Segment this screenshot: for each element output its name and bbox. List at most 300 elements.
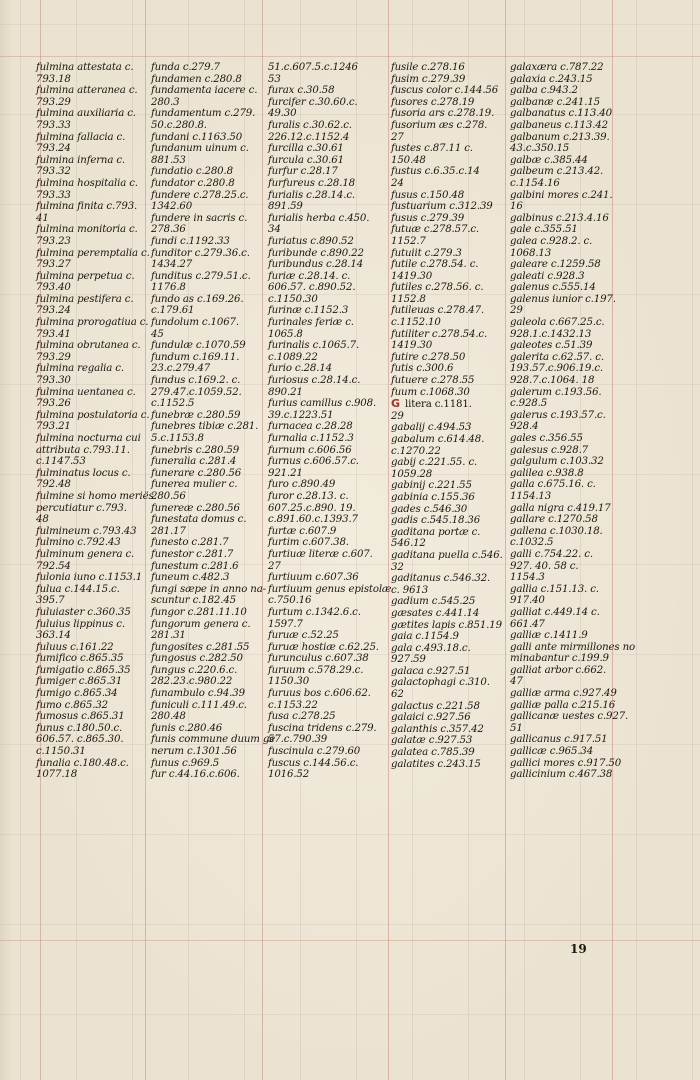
index-entry: 45 [151,328,164,340]
index-entry: furfur c.28.17 [268,166,338,178]
index-entry: 48 [36,514,49,526]
index-entry: fuscus c.144.56.c. [268,757,359,769]
index-entry: 1154.13 [510,490,552,502]
index-entry: fungorum genera c. [151,618,251,630]
index-entry: 793.32 [36,166,71,178]
index-entry: fulmina perpetua c. [36,270,135,282]
index-entry: 193.57.c.906.19.c. [510,363,603,375]
grid-line [20,0,21,1080]
index-entry: fulminum genera c. [36,548,135,560]
index-entry: funestata domus c. [151,514,247,526]
index-entry: c.1089.22 [268,351,318,363]
index-entry: furtiuæ literæ c.607. [268,548,373,560]
index-entry: galerita c.62.57. c. [510,351,604,363]
index-entry: fuluiaster c.360.35 [36,606,131,618]
index-entry: c. 9613 [391,584,429,596]
index-entry: 281.31 [151,630,186,642]
index-entry: fulmina obrutanea c. [36,340,141,352]
index-entry: c.1152.5 [151,398,195,410]
index-entry: fulmina nocturna cui [36,433,141,444]
index-entry: fulmineum c.793.43 [36,525,137,537]
row-rule [0,56,700,57]
index-entry: 927.59 [391,654,426,666]
index-entry: 27 [391,131,404,143]
index-entry: galesus c.928.7 [510,444,588,456]
index-entry: furuæ hostiæ c.62.25. [268,641,379,653]
index-entry: galba c.943.2 [510,85,578,97]
index-entry: fulmina fallacia c. [36,131,126,143]
index-entry: galaca c.927.51 [391,665,471,677]
index-entry: fulmina postulatoria c. [36,409,150,421]
index-entry: galenus c.555.14 [510,282,596,294]
index-entry: 792.54 [36,560,71,572]
index-entry: furio c.28.14 [268,363,332,375]
column-rule [388,0,389,1080]
index-entry: furialis c.28.14.c. [268,189,355,201]
index-entry: futire c.278.50 [391,351,466,363]
index-entry: c.1150.31 [36,746,86,758]
index-entry: funda c.279.7 [151,62,220,73]
index-entry: furcilla c.30.61 [268,143,344,155]
index-entry: fundanum uinum c. [151,143,249,155]
index-entry: c.1153.22 [268,699,318,711]
index-entry: fulmina uentanea c. [36,386,136,398]
index-entry: galla nigra c.419.17 [510,502,611,514]
index-entry: galatites c.243.15 [391,758,481,770]
index-entry: 881.53 [151,154,186,166]
index-entry: galeati c.928.3 [510,270,585,282]
index-entry: 150.48 [391,154,426,166]
index-entry: 927. 40. 58 c. [510,560,579,572]
index-entry: fulmina monitoria c. [36,224,138,236]
index-entry: c.1032.5 [510,537,554,549]
index-entry: gallare c.1270.58 [510,514,598,526]
index-entry: 27 [268,560,281,572]
index-entry: 793.24 [36,143,71,155]
index-entry: furo c.890.49 [268,479,336,491]
index-entry: funalia c.180.48.c. [36,757,129,769]
index-entry: fulua c.144.15.c. [36,583,120,595]
section-entry-text: litera c.1181. [401,399,472,411]
index-entry: fundani c.1163.50 [151,131,243,143]
index-entry: futiles c.278.56. c. [391,282,484,294]
index-entry: scuntur c.182.45 [151,595,237,607]
index-entry: gabalij c.494.53 [391,422,472,434]
index-entry: galliæ arma c.927.49 [510,688,617,700]
index-entry: galliat arbor c.662. [510,664,607,676]
index-entry: galerum c.193.56. [510,386,602,398]
index-entry: fuum c.1068.30 [391,386,470,398]
index-entry: 39.c.1223.51 [268,409,334,421]
index-entry: fundolum c.1067. [151,317,239,329]
index-entry: 280.48 [151,711,186,723]
index-entry: 607.25.c.890. 19. [268,502,356,514]
index-entry: 890.21 [268,386,303,398]
index-entry: fundo as c.169.26. [151,293,244,305]
index-entry: 1059.28 [391,468,433,480]
grid-line [0,834,700,835]
index-entry: funeum c.482.3 [151,572,230,584]
index-entry: gallicanus c.917.51 [510,734,608,746]
index-entry: funditor c.279.36.c. [151,247,250,259]
index-entry: 1597.7 [268,618,303,630]
index-entry: fulminatus locus c. [36,467,131,479]
index-entry: gabinij c.221.55 [391,480,472,492]
index-entry: galli c.754.22. c. [510,548,593,560]
index-entry: fusorium æs c.278. [391,119,488,131]
index-entry: furuum c.578.29.c. [268,664,364,676]
index-entry: galbanæ c.241.15 [510,96,601,108]
index-entry: attributa c.793.11. [36,444,130,456]
index-entry: 282.23.c.980.22 [151,676,233,688]
index-entry: futuere c.278.55 [391,375,475,387]
index-entry: furnum c.606.56 [268,444,352,456]
index-entry: furinales feriæ c. [268,317,354,329]
index-entry: 280.3 [151,96,180,108]
index-entry: 34 [268,224,281,236]
index-entry: fumosus c.865.31 [36,711,125,723]
index-entry: 1065.8 [268,328,303,340]
index-entry: galaxæra c.787.22 [510,62,604,73]
index-entry: fundamenta iacere c. [151,85,258,97]
index-entry: furtiuum c.607.36 [268,572,359,584]
index-column-4 [391,62,505,770]
index-entry: c.1150.30 [268,293,318,305]
index-entry: galenus iunior c.197. [510,293,616,305]
index-entry: 793.33 [36,189,71,201]
index-entry: furius camillus c.908. [268,398,377,410]
index-entry: futis c.300.6 [391,363,454,375]
grid-line [636,0,637,1080]
index-entry: 793.40 [36,282,71,294]
index-entry: gabinia c.155.36 [391,491,475,503]
index-entry: 1077.18 [36,769,78,781]
index-entry: futileuas c.278.47. [391,305,485,317]
index-entry: fulmina pestifera c. [36,293,134,305]
index-entry: gabij c.221.55. c. [391,457,478,469]
index-entry: 917.40 [510,595,545,607]
index-entry: funebræ c.280.59 [151,409,241,421]
index-entry: gaditana puella c.546. [391,549,503,561]
index-entry: galactophagi c.310. [391,677,490,689]
index-entry: furibundus c.28.14 [268,259,364,271]
index-entry: fuluus c.161.22 [36,641,114,653]
index-entry: fuluius lippinus c. [36,618,125,630]
index-entry: funeralia c.281.4 [151,456,237,468]
index-entry: fuscus color c.144.56 [391,85,499,97]
index-entry: 1016.52 [268,769,310,781]
index-entry: galliæ palla c.215.16 [510,699,616,711]
index-entry: furialis herba c.450. [268,212,370,224]
index-entry: galbinus c.213.4.16 [510,212,609,224]
index-entry: 32 [391,561,404,573]
index-entry: 279.47.c.1059.52. [151,386,242,398]
index-entry: 793.18 [36,73,71,85]
index-entry: 793.29 [36,96,71,108]
index-entry: gæsates c.441.14 [391,607,480,619]
index-entry: fundamentum c.279. [151,108,256,120]
index-entry: fulonia iuno c.1153.1 [36,572,143,584]
section-initial: G [391,397,400,411]
index-entry: fulmino c.792.43 [36,537,121,549]
index-entry: funestor c.281.7 [151,548,234,560]
index-entry: 793.41 [36,328,71,340]
index-entry: fustus c.6.35.c.14 [391,166,480,178]
index-entry: c.750.16 [268,595,312,607]
index-entry: 793.27 [36,259,71,271]
index-entry: furuæ c.52.25 [268,630,339,642]
index-entry: gallicæ c.965.34 [510,746,594,758]
index-entry: 921.21 [268,467,303,479]
index-entry: 793.30 [36,375,71,387]
index-entry: furunculus c.607.38 [268,653,369,665]
index-entry: furiæ c.28.14. c. [268,270,351,282]
index-entry: gadium c.545.25 [391,596,476,608]
index-entry: 793.33 [36,119,71,131]
index-entry: 1419.30 [391,340,433,352]
grid-line [0,924,700,925]
page-number: 19 [570,942,587,956]
index-entry: fundator c.280.8 [151,177,235,189]
index-entry: fustuarium c.312.39 [391,201,493,213]
index-entry: funambulo c.94.39 [151,688,245,700]
index-entry: 47 [510,676,523,688]
index-entry: fundi c.1192.33 [151,235,230,247]
index-entry: fulmine si homo meriës [36,490,154,502]
index-entry: fundamen c.280.8 [151,73,242,85]
index-entry: gaditanus c.546.32. [391,573,491,585]
index-entry: c.1270.22 [391,445,441,457]
index-entry: gaia c.1154.9 [391,631,459,643]
index-entry: furalis c.30.62.c. [268,119,352,131]
index-entry: fungus c.220.6.c. [151,664,238,676]
index-entry: furtæ c.607.9 [268,525,337,537]
index-entry: 793.21 [36,421,71,433]
index-entry: galatea c.785.39 [391,747,475,759]
index-entry: fusores c.278.19 [391,96,475,108]
index-entry: fulmina peremptalia c. [36,247,150,259]
index-entry: funiculi c.111.49.c. [151,699,247,711]
index-entry: 928.4 [510,421,539,433]
index-entry: fulmina regalia c. [36,363,124,375]
index-entry: furuus bos c.606.62. [268,688,371,700]
index-entry: 928.1.c.1432.13 [510,328,592,340]
index-entry: furfureus c.28.18 [268,177,356,189]
index-entry: galilea c.938.8 [510,467,584,479]
index-entry: 1419.30 [391,270,433,282]
index-entry: 62 [391,689,404,701]
index-entry: furcifer c.30.60.c. [268,96,358,108]
index-entry: 1434.27 [151,259,193,271]
index-entry: fusim c.279.39 [391,73,466,85]
index-entry: 606.57. c.865.30. [36,734,124,746]
index-entry: fundere in sacris c. [151,212,248,224]
index-entry: galbaneus c.113.42 [510,119,608,131]
index-entry: 1152.8 [391,293,426,305]
index-entry: 1150.30 [268,676,310,688]
index-entry: gabalum c.614.48. [391,434,485,445]
index-entry: fundum c.169.11. [151,351,240,363]
index-entry: galeare c.1259.58 [510,259,601,271]
index-entry: furax c.30.58 [268,85,335,97]
index-entry: 41 [36,212,49,224]
index-entry: galanthis c.357.42 [391,723,484,735]
index-entry: 281.17 [151,525,186,537]
index-entry: 891.59 [268,201,303,213]
index-entry: 793.23 [36,235,71,247]
index-entry: fusa c.278.25 [268,711,336,723]
index-entry: fulmina attestata c. [36,62,134,73]
index-entry: gallicanæ uestes c.927. [510,711,629,723]
index-entry: gales c.356.55 [510,433,583,444]
index-entry: 793.24 [36,305,71,317]
index-entry: galliat c.449.14 c. [510,606,600,618]
index-entry: c.891.60.c.1393.7 [268,514,358,526]
index-entry: 793.29 [36,351,71,363]
index-entry: funis commune duum ge [151,734,276,746]
index-entry: fulmina finita c.793. [36,201,138,213]
index-entry: 29 [391,410,404,422]
index-entry: funerare c.280.56 [151,467,242,479]
index-entry: furibunde c.890.22 [268,247,364,259]
index-entry: fusus c.150.48 [391,189,465,201]
index-entry: c.1147.53 [36,456,86,468]
index-entry: 53 [268,73,281,85]
index-entry: 57.c.790.39 [268,734,328,746]
index-entry: 1342.60 [151,201,193,213]
index-entry: gala c.493.18.c. [391,642,471,654]
index-entry: gallici mores c.917.50 [510,757,622,769]
index-entry: furiatus c.890.52 [268,235,354,247]
grid-line [0,24,700,25]
index-entry: fusoria ars c.278.19. [391,108,495,120]
index-entry: nerum c.1301.56 [151,746,237,758]
index-column-1 [36,62,154,781]
index-entry: futuiit c.279.3 [391,247,462,259]
index-entry: 1152.7 [391,235,426,247]
index-entry: 363.14 [36,630,71,642]
index-entry: furtum c.1342.6.c. [268,606,361,618]
index-entry: furiosus c.28.14.c. [268,375,361,387]
index-entry: fumigo c.865.34 [36,688,118,700]
index-entry: galbanatus c.113.40 [510,108,612,120]
index-entry: 1176.8 [151,282,186,294]
index-entry: galliæ c.1411.9 [510,630,588,642]
index-entry: 50.c.280.8. [151,119,207,131]
index-entry: fur c.44.16.c.606. [151,769,240,781]
index-entry: galactus c.221.58 [391,700,480,712]
index-entry: futile c.278.54. c. [391,259,479,271]
index-entry: fundatio c.280.8 [151,166,233,178]
index-entry: fusile c.278.16 [391,62,465,73]
grid-line [692,0,693,1080]
index-entry: funerea mulier c. [151,479,238,491]
index-entry: funus c.969.5 [151,757,220,769]
index-entry: galbæ c.385.44 [510,154,588,166]
index-entry: fulmina auxiliaria c. [36,108,136,120]
index-entry: galaxia c.243.15 [510,73,593,85]
index-entry: percutiatur c.793. [36,502,127,514]
index-entry: 23.c.279.47 [151,363,211,375]
index-entry: 395.7 [36,595,65,607]
index-entry: gætites lapis c.851.19 [391,619,502,631]
index-entry: fusus c.279.39 [391,212,465,224]
index-entry: funebres tibiæ c.281. [151,421,259,433]
index-entry: fumiger c.865.31 [36,676,123,688]
index-entry: 1154.3 [510,572,545,584]
index-entry: futuæ c.278.57.c. [391,224,480,236]
index-column-5 [510,62,635,781]
index-entry: funis c.280.46 [151,722,223,734]
index-entry: funebris c.280.59 [151,444,240,456]
index-entry: 928.7.c.1064. 18 [510,375,595,387]
index-entry: furtim c.607.38. [268,537,349,549]
index-entry: c.179.61 [151,305,195,317]
index-entry: gades c.546.30 [391,503,468,515]
index-entry: fulmina inferna c. [36,154,125,166]
index-entry: 29 [510,305,523,317]
index-entry: gallicinium c.467.38 [510,769,613,781]
index-entry: 1068.13 [510,247,552,259]
index-entry: furnacea c.28.28 [268,421,353,433]
index-entry: fuscinula c.279.60 [268,746,361,758]
index-entry [391,398,505,411]
index-entry: galatæ c.927.53 [391,735,473,747]
index-entry: 49.30 [268,108,297,120]
index-entry: fumigatio c.865.35 [36,664,131,676]
index-entry: 606.57. c.890.52. [268,282,356,294]
index-entry: fungi sæpe in anno na- [151,583,266,595]
index-entry: gallia c.151.13. c. [510,583,599,595]
index-entry: fungosites c.281.55 [151,641,250,653]
index-entry: galaici c.927.56 [391,712,471,724]
index-entry: funditus c.279.51.c. [151,270,251,282]
index-entry: galbanum c.213.39. [510,131,610,143]
index-column-2 [151,62,276,781]
index-entry: 16 [510,201,523,213]
index-entry: galbini mores c.241. [510,189,613,201]
index-entry: fundus c.169.2. c. [151,375,241,387]
index-entry: fungor c.281.11.10 [151,606,247,618]
index-entry: fustes c.87.11 c. [391,143,473,155]
index-entry: furcula c.30.61 [268,154,344,166]
index-entry: 280.56 [151,490,186,502]
index-entry: galli ante mirmillones no [510,641,635,653]
index-entry: fuscina tridens c.279. [268,722,377,734]
index-entry: 546.12 [391,538,426,550]
index-entry: 24 [391,177,404,189]
index-entry: galeotes c.51.39 [510,340,593,352]
index-entry: 792.48 [36,479,71,491]
index-entry: gadis c.545.18.36 [391,515,481,527]
index-entry: fundere c.278.25.c. [151,189,249,201]
index-entry: futiliter c.278.54.c. [391,328,488,340]
row-rule [0,940,700,941]
index-entry: galerus c.193.57.c. [510,409,606,421]
index-entry: gallena c.1030.18. [510,525,603,537]
index-entry: 51.c.607.5.c.1246 [268,62,358,73]
index-entry: funereæ c.280.56 [151,502,240,514]
index-entry: gaditana portæ c. [391,526,481,538]
index-entry: fulmina prorogatiua c. [36,317,149,329]
index-entry: fungosus c.282.50 [151,653,243,665]
index-entry: gale c.355.51 [510,224,578,236]
index-entry: c.1154.16 [510,177,560,189]
index-entry: 51 [510,722,523,734]
index-entry: funestum c.281.6 [151,560,239,572]
index-entry: galgulum c.103.32 [510,456,604,468]
index-entry: fundulæ c.1070.59 [151,340,246,352]
